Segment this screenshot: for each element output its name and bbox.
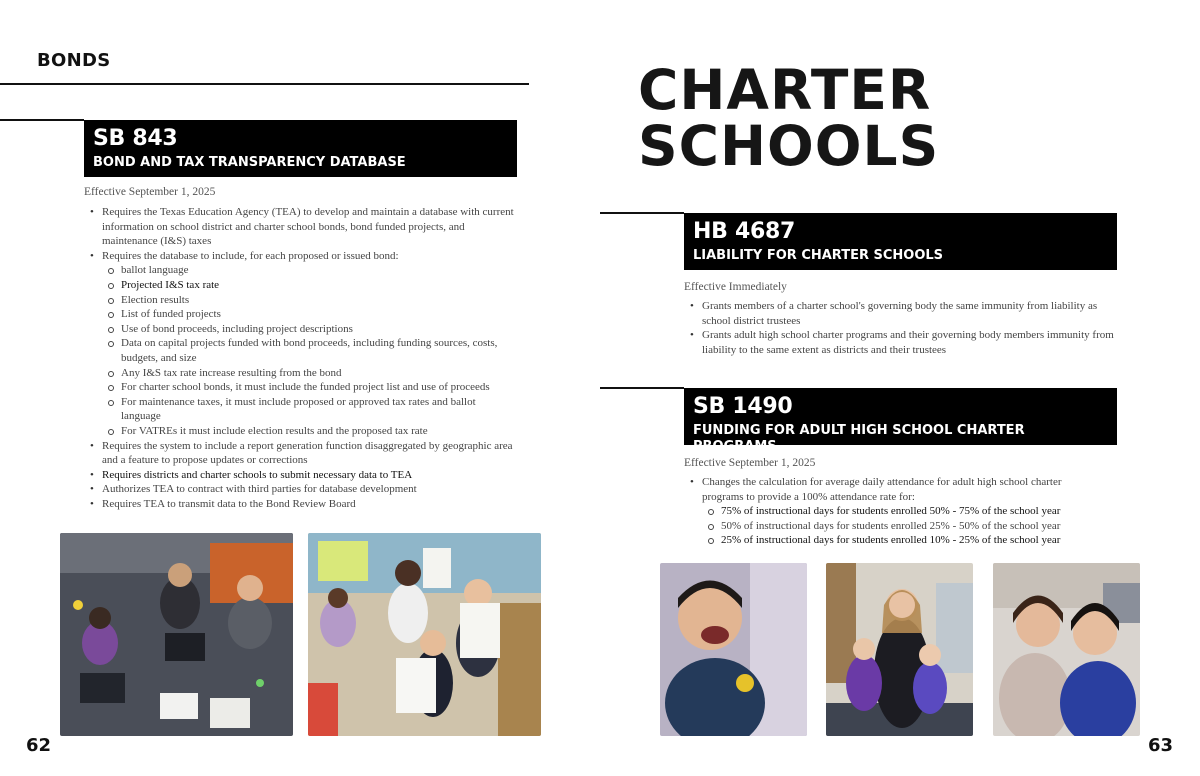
bill-rule-sb1490: [600, 387, 684, 389]
sub-list-item: Projected I&S tax rate: [102, 278, 516, 293]
effective-date: Effective September 1, 2025: [684, 457, 816, 469]
sub-list-item: 50% of instructional days for students enrolled 25% - 50% of the school year: [702, 519, 1104, 534]
list-item: • Authorizes TEA to contract with third parties for database development: [84, 482, 516, 497]
sub-list-item: For maintenance taxes, it must include proposed or approved tax rates and ballot language: [102, 395, 516, 424]
photo-teacher-students: [826, 563, 973, 736]
list-item: • Requires TEA to transmit data to the Bond Review Board: [84, 497, 516, 512]
sub-list-item: 25% of instructional days for students enrolled 10% - 25% of the school year: [702, 533, 1104, 548]
list-item: • Grants members of a charter school's governing body the same immunity from liability as school district trustees: [684, 299, 1124, 328]
page-number-left: 62: [26, 735, 52, 756]
bill-title: BOND AND TAX TRANSPARENCY DATABASE: [93, 155, 406, 170]
photo-student-smiling: [660, 563, 807, 736]
page-number-right: 63: [1148, 735, 1174, 756]
list-item: • Grants adult high school charter programs and their governing body members immunity from liability to the same extent as districts and their trustees: [684, 328, 1124, 357]
page-title-line2: SCHOOLS: [638, 114, 940, 178]
sub-list-item: For charter school bonds, it must include the funded project list and use of proceeds: [102, 380, 516, 395]
effective-date: Effective Immediately: [684, 281, 787, 293]
sub-list-item: 75% of instructional days for students enrolled 50% - 75% of the school year: [702, 504, 1104, 519]
sub-list-item: Use of bond proceeds, including project descriptions: [102, 322, 516, 337]
bill-number: SB 1490: [693, 394, 793, 419]
photo-students-papers: [308, 533, 541, 736]
bill-header-hb4687: [684, 213, 1117, 270]
list-item: • Changes the calculation for average daily attendance for adult high school charter programs to provide a 100% attendance rate for: 75% of instructional days for students enrolled 50% - 75% of the school year 50% of instructional days for students enrolled 25% - 50% of the school year 25% of instructional days for students enrolled 10% - 25% of the school year: [684, 475, 1104, 548]
bill-body-sb1490: [684, 475, 1104, 548]
bill-number: SB 843: [93, 126, 178, 151]
sub-list-item: ballot language: [102, 263, 516, 278]
bill-body-sb843: [84, 205, 516, 511]
sub-list-item: Election results: [102, 293, 516, 308]
list-item: • Requires the Texas Education Agency (TEA) to develop and maintain a database with current information on school district and charter school bonds, bond funded projects, and maintenance (I&S) taxes: [84, 205, 516, 249]
sub-list-item: List of funded projects: [102, 307, 516, 322]
bill-body-hb4687: [684, 299, 1124, 357]
photo-students-floor: [60, 533, 293, 736]
photo-two-girls: [993, 563, 1140, 736]
bill-rule-hb4687: [600, 212, 684, 214]
bill-number: HB 4687: [693, 219, 795, 244]
section-label: BONDS: [37, 50, 111, 71]
bill-header-sb1490: [684, 388, 1117, 454]
sub-list-item: For VATREs it must include election results and the proposed tax rate: [102, 424, 516, 439]
bill-header-sb843: [84, 120, 517, 177]
bill-title: FUNDING FOR ADULT HIGH SCHOOL CHARTER PROGRAMS: [693, 423, 1025, 454]
sub-list-item: Data on capital projects funded with bond proceeds, including funding sources, costs, budgets, and size: [102, 336, 516, 365]
page-title-line1: CHARTER: [638, 58, 932, 122]
sub-list-item: Any I&S tax rate increase resulting from the bond: [102, 366, 516, 381]
effective-date: Effective September 1, 2025: [84, 186, 216, 198]
list-item: • Requires districts and charter schools to submit necessary data to TEA: [84, 468, 516, 483]
bill-rule-sb843: [0, 119, 84, 121]
list-item: • Requires the system to include a report generation function disaggregated by geographic area and a feature to propose updates or corrections: [84, 439, 516, 468]
list-item: • Requires the database to include, for each proposed or issued bond: ballot language Projected I&S tax rate Election results List of funded projects Use of bond proceeds, including project descriptions Data on capital projects funded with bond proceeds, including funding sources, costs, budgets, and size Any I&S tax rate increase resulting from the bond For charter school bonds, it must include the funded project list and use of proceeds For maintenance taxes, it must include proposed or approved tax rates and ballot language For VATREs it must include election results and the proposed tax rate: [84, 249, 516, 439]
bill-title: LIABILITY FOR CHARTER SCHOOLS: [693, 248, 944, 263]
page-title: [638, 58, 940, 178]
header-rule: [0, 83, 529, 85]
